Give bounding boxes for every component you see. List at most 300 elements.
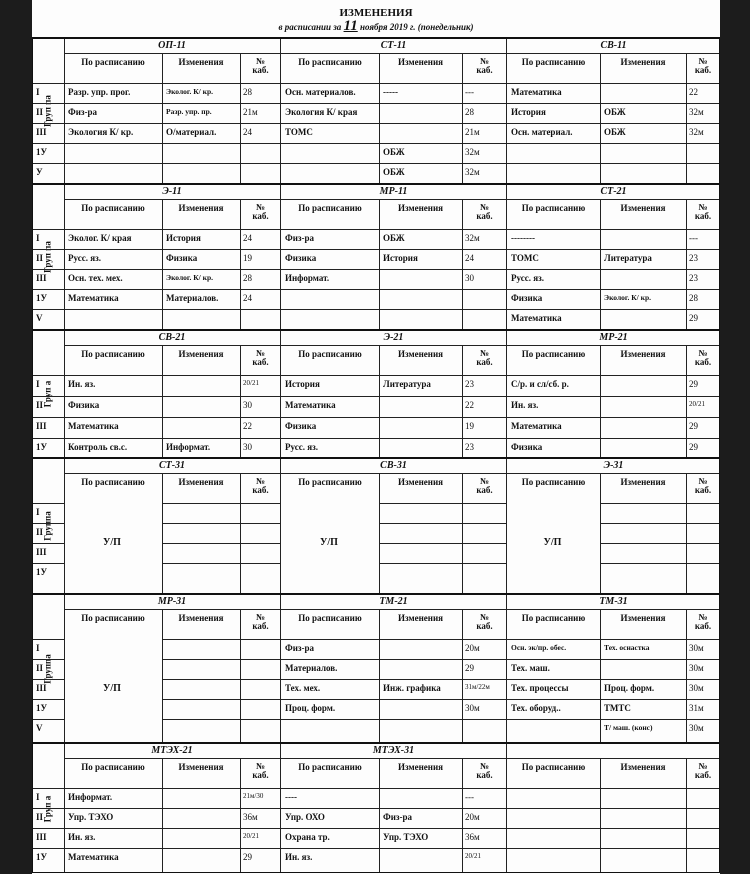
scheduled-subject xyxy=(507,723,600,739)
changed-subject xyxy=(162,379,240,396)
column-header-room xyxy=(686,201,720,231)
room-header-text: каб. xyxy=(252,621,269,631)
room-number: --- xyxy=(465,87,474,97)
row-divider xyxy=(64,808,281,809)
row-number-label: I xyxy=(36,792,40,802)
room-header-text: каб. xyxy=(252,770,269,780)
column-header-changes: Изменения xyxy=(397,203,444,213)
changed-subject xyxy=(162,663,240,679)
scheduled-subject: ТОМС xyxy=(511,253,539,263)
room-header-number-sign: № xyxy=(255,476,266,486)
row-divider xyxy=(162,679,281,680)
row-divider xyxy=(379,563,507,564)
scheduled-subject: Информат. xyxy=(68,792,113,802)
row-divider xyxy=(64,848,281,849)
room-header-text: каб. xyxy=(252,485,269,495)
changed-subject xyxy=(162,313,240,329)
row-number-label: III xyxy=(36,683,47,693)
row-divider xyxy=(32,123,64,124)
changed-subject xyxy=(162,567,240,583)
room-number: 32м xyxy=(465,167,480,177)
room-number: 28 xyxy=(243,87,252,97)
room-number xyxy=(686,527,720,543)
room-number: 31м xyxy=(689,703,704,713)
column-header-changes: Изменения xyxy=(178,349,224,359)
changed-subject: ОБЖ xyxy=(383,167,405,177)
room-number xyxy=(686,567,720,583)
changed-subject xyxy=(379,507,462,523)
room-number xyxy=(462,293,507,309)
changed-subject xyxy=(379,663,462,679)
scheduled-subject: Физика xyxy=(285,253,317,263)
changed-subject: Эколог. К/ кр. xyxy=(166,87,213,96)
row-divider xyxy=(32,828,64,829)
room-number xyxy=(240,723,281,739)
room-header-number-sign: № xyxy=(698,761,708,771)
room-number xyxy=(462,567,507,583)
changed-subject xyxy=(600,233,686,249)
column-header-room xyxy=(462,475,507,505)
schedule-block xyxy=(32,457,720,593)
scheduled-subject xyxy=(281,167,379,183)
group-name: Э-21 xyxy=(281,331,506,346)
scheduled-subject xyxy=(64,313,162,329)
row-divider xyxy=(32,143,64,144)
room-number: 30 xyxy=(243,442,252,452)
row-divider xyxy=(379,543,507,544)
document-subtitle xyxy=(32,19,720,34)
column-header-room xyxy=(462,201,507,231)
changed-subject: Упр. ТЭХО xyxy=(383,832,429,842)
changed-subject: ОБЖ xyxy=(383,147,405,157)
row-number-label: II xyxy=(36,400,44,410)
changed-subject: Эколог. К/ кр. xyxy=(166,273,213,282)
room-number: 24 xyxy=(243,293,252,303)
scheduled-subject xyxy=(281,723,379,739)
row-divider xyxy=(162,699,281,700)
room-header-number-sign: № xyxy=(255,202,266,212)
scheduled-subject: С/р. и сл/сб. р. xyxy=(511,379,569,389)
row-number-label: 1У xyxy=(36,852,48,862)
scheduled-subject: -------- xyxy=(511,233,535,243)
room-header-number-sign: № xyxy=(479,761,490,771)
column-header-changes: Изменения xyxy=(397,613,444,623)
row-divider xyxy=(32,375,64,376)
row-number-label: I xyxy=(36,643,40,653)
row-divider xyxy=(32,289,64,290)
room-number: 23 xyxy=(689,273,698,283)
row-divider xyxy=(32,103,64,104)
row-divider xyxy=(64,229,281,230)
row-divider xyxy=(281,269,507,270)
row-divider xyxy=(281,289,507,290)
scheduled-subject: Русс. яз. xyxy=(511,273,544,283)
room-number: 19 xyxy=(243,253,252,263)
row-divider xyxy=(281,828,507,829)
row-number-label: I xyxy=(36,233,40,243)
group-section xyxy=(507,595,720,742)
row-divider xyxy=(32,639,64,640)
changed-subject xyxy=(162,167,240,183)
row-divider xyxy=(32,659,64,660)
group-section xyxy=(281,39,507,183)
schedule-blocks xyxy=(32,37,720,873)
row-divider xyxy=(32,523,64,524)
row-divider xyxy=(507,848,720,849)
column-header-changes: Изменения xyxy=(620,762,666,772)
subtitle-suffix: ноября 2019 г. (понедельник) xyxy=(359,22,474,32)
scheduled-subject: Экология К/ кр. xyxy=(68,127,134,137)
scheduled-subject: ---- xyxy=(285,792,297,802)
room-number xyxy=(686,852,720,868)
changed-subject xyxy=(600,527,686,543)
changed-subject xyxy=(162,527,240,543)
room-number xyxy=(240,167,281,183)
row-divider xyxy=(281,229,507,230)
group-section xyxy=(507,331,720,457)
room-number: 30 xyxy=(465,273,474,283)
row-divider xyxy=(507,719,720,720)
group-name: МР-21 xyxy=(507,331,720,346)
group-section xyxy=(281,459,507,593)
room-number xyxy=(240,507,281,523)
room-number: --- xyxy=(689,233,698,243)
row-divider xyxy=(162,523,281,524)
changed-subject: Информат. xyxy=(166,442,211,452)
scheduled-subject: Физ-ра xyxy=(285,233,315,243)
room-number: 30м xyxy=(689,643,704,653)
column-header-scheduled: По расписанию xyxy=(298,762,362,772)
room-number: 29 xyxy=(689,442,698,452)
room-header-number-sign: № xyxy=(698,202,708,212)
schedule-block xyxy=(32,329,720,457)
row-divider xyxy=(507,679,720,680)
changed-subject: Материалов. xyxy=(166,293,219,303)
schedule-block xyxy=(32,183,720,329)
row-divider xyxy=(281,438,507,439)
group-section xyxy=(507,744,720,873)
page-border-left xyxy=(32,37,33,873)
scheduled-subject: Разр. упр. прог. xyxy=(68,87,131,97)
room-number: 30 xyxy=(243,400,252,410)
row-divider xyxy=(507,163,720,164)
changed-subject xyxy=(600,273,686,289)
row-divider xyxy=(64,828,281,829)
group-name: Э-11 xyxy=(64,185,280,200)
column-header-changes: Изменения xyxy=(620,477,666,487)
changed-subject xyxy=(600,507,686,523)
room-header-text: каб. xyxy=(476,485,493,495)
row-divider xyxy=(64,309,281,310)
changed-subject: История xyxy=(166,233,201,243)
changed-subject: Литература xyxy=(604,253,652,263)
row-number-label: I xyxy=(36,87,40,97)
room-header-number-sign: № xyxy=(479,612,490,622)
changed-subject: Эколог. К/ кр. xyxy=(604,293,651,302)
group-section xyxy=(281,185,507,329)
column-header-scheduled: По расписанию xyxy=(298,203,362,213)
room-number: 20м xyxy=(465,812,480,822)
schedule-block xyxy=(32,37,720,183)
room-number: 22 xyxy=(689,87,698,97)
room-header-number-sign: № xyxy=(698,612,708,622)
row-divider xyxy=(32,438,64,439)
row-divider xyxy=(64,83,281,84)
group-name: МТЭХ-21 xyxy=(64,744,280,759)
scheduled-subject: Проц. форм. xyxy=(285,703,336,713)
scheduled-subject: Ин. яз. xyxy=(511,400,539,410)
changed-subject xyxy=(379,527,462,543)
room-number xyxy=(462,527,507,543)
column-header-room xyxy=(462,611,507,641)
changed-subject xyxy=(162,723,240,739)
row-divider xyxy=(600,563,720,564)
row-divider xyxy=(32,309,64,310)
room-number: 31м/22м xyxy=(465,683,490,691)
row-divider xyxy=(281,143,507,144)
row-divider xyxy=(64,438,281,439)
room-number xyxy=(240,567,281,583)
changed-subject xyxy=(379,643,462,659)
changed-subject: ОБЖ xyxy=(383,233,405,243)
room-header-number-sign: № xyxy=(255,56,266,66)
column-header-scheduled: По расписанию xyxy=(521,613,586,623)
changed-subject: ----- xyxy=(383,87,398,97)
room-number: --- xyxy=(465,792,474,802)
room-number: 23 xyxy=(689,253,698,263)
scheduled-subject: Русс. яз. xyxy=(68,253,101,263)
column-header-room xyxy=(686,611,720,641)
column-header-scheduled: По расписанию xyxy=(81,203,145,213)
room-header-text: каб. xyxy=(694,357,712,367)
room-header-number-sign: № xyxy=(698,56,708,66)
column-header-scheduled: По расписанию xyxy=(521,477,586,487)
row-divider xyxy=(507,417,720,418)
scheduled-subject: Осн. материалов. xyxy=(285,87,356,97)
column-header-room xyxy=(240,55,281,85)
column-header-scheduled: По расписанию xyxy=(298,349,362,359)
changed-subject xyxy=(600,87,686,103)
row-number-label: I xyxy=(36,379,40,389)
column-header-room xyxy=(240,201,281,231)
row-divider xyxy=(32,788,64,789)
changed-subject xyxy=(600,147,686,163)
row-divider xyxy=(64,103,281,104)
group-section xyxy=(64,744,281,873)
scheduled-subject xyxy=(507,812,600,828)
row-divider xyxy=(281,163,507,164)
changed-subject xyxy=(600,567,686,583)
group-name: ТМ-31 xyxy=(507,595,720,610)
scheduled-subject: Осн. эк/пр. обес. xyxy=(511,643,567,652)
scheduled-subject: Контроль св.с. xyxy=(68,442,128,452)
row-divider xyxy=(507,249,720,250)
room-header-text: каб. xyxy=(694,485,712,495)
column-header-changes: Изменения xyxy=(620,349,666,359)
room-header-text: каб. xyxy=(252,65,269,75)
group-section xyxy=(281,744,507,873)
changed-subject xyxy=(162,421,240,438)
row-divider xyxy=(32,699,64,700)
room-header-number-sign: № xyxy=(479,202,490,212)
row-divider xyxy=(507,659,720,660)
row-divider xyxy=(507,828,720,829)
practice-label: У/П xyxy=(543,537,562,548)
group-name: СТ-21 xyxy=(507,185,720,200)
row-divider xyxy=(507,639,720,640)
room-header-number-sign: № xyxy=(255,761,266,771)
row-number-label: 1У xyxy=(36,567,48,577)
group-section xyxy=(64,331,281,457)
practice-label: У/П xyxy=(320,537,338,548)
scheduled-subject: Физика xyxy=(511,442,543,452)
row-number-label: I xyxy=(36,507,40,517)
room-header-text: каб. xyxy=(252,357,269,367)
column-header-changes: Изменения xyxy=(397,762,444,772)
room-number: 23 xyxy=(465,442,474,452)
group-name: Э-31 xyxy=(507,459,720,474)
column-header-scheduled: По расписанию xyxy=(81,762,145,772)
scheduled-subject xyxy=(281,147,379,163)
changed-subject xyxy=(379,792,462,808)
row-divider xyxy=(281,848,507,849)
row-divider xyxy=(281,396,507,397)
scheduled-subject: Охрана тр. xyxy=(285,832,330,842)
scheduled-subject: История xyxy=(285,379,320,389)
changed-subject xyxy=(600,663,686,679)
changed-subject xyxy=(379,547,462,563)
row-number-label: III xyxy=(36,127,47,137)
room-number xyxy=(686,167,720,183)
room-number xyxy=(240,643,281,659)
room-number xyxy=(240,703,281,719)
room-number: 30м xyxy=(465,703,480,713)
row-divider xyxy=(507,83,720,84)
row-divider xyxy=(162,659,281,660)
row-divider xyxy=(281,309,507,310)
scheduled-subject xyxy=(507,147,600,163)
column-header-scheduled: По расписанию xyxy=(81,613,145,623)
row-number-label: 1У xyxy=(36,442,48,452)
row-divider xyxy=(64,289,281,290)
group-name: МТЭХ-31 xyxy=(281,744,506,759)
scheduled-subject: Тех. мех. xyxy=(285,683,321,693)
scheduled-subject: ТОМС xyxy=(285,127,313,137)
changed-subject: История xyxy=(383,253,418,263)
room-number: 24 xyxy=(243,127,252,137)
scheduled-subject: Тех. процессы xyxy=(511,683,569,693)
row-divider xyxy=(507,808,720,809)
column-header-scheduled: По расписанию xyxy=(521,203,586,213)
room-number xyxy=(462,507,507,523)
row-number-label: II xyxy=(36,663,44,673)
schedule-block xyxy=(32,742,720,873)
room-header-number-sign: № xyxy=(698,348,708,358)
row-divider xyxy=(281,659,507,660)
group-name: СВ-21 xyxy=(64,331,280,346)
room-number: 28 xyxy=(689,293,698,303)
row-divider xyxy=(281,699,507,700)
room-number: 20/21 xyxy=(243,379,259,387)
page-border-right xyxy=(719,37,720,873)
room-number: 22 xyxy=(243,421,252,431)
changed-subject xyxy=(600,812,686,828)
column-header-changes: Изменения xyxy=(397,477,444,487)
changed-subject xyxy=(600,792,686,808)
room-number: 29 xyxy=(465,663,474,673)
scheduled-subject xyxy=(64,147,162,163)
changed-subject: Литература xyxy=(383,379,431,389)
subtitle-day: 11 xyxy=(343,18,358,34)
row-divider xyxy=(32,543,64,544)
changed-subject xyxy=(379,723,462,739)
row-number-label: II xyxy=(36,107,44,117)
row-divider xyxy=(32,269,64,270)
changed-subject: Проц. форм. xyxy=(604,683,655,693)
group-name: СТ-11 xyxy=(281,39,506,54)
row-divider xyxy=(600,543,720,544)
room-number: 32м xyxy=(465,147,480,157)
row-divider xyxy=(507,396,720,397)
room-number xyxy=(240,663,281,679)
group-name xyxy=(507,744,720,759)
scheduled-subject: Математика xyxy=(285,400,336,410)
group-name: СВ-31 xyxy=(281,459,506,474)
scheduled-subject xyxy=(507,167,600,183)
group-name: ОП-11 xyxy=(64,39,280,54)
row-number-label: 1У xyxy=(36,147,48,157)
row-divider xyxy=(600,523,720,524)
scheduled-subject: Математика xyxy=(511,87,562,97)
column-header-room xyxy=(240,475,281,505)
changed-subject: ОБЖ xyxy=(604,107,626,117)
room-number: 29 xyxy=(689,379,698,389)
room-number: 32м xyxy=(465,233,480,243)
room-header-text: каб. xyxy=(694,65,712,75)
room-number: 28 xyxy=(243,273,252,283)
room-number: 23 xyxy=(465,379,474,389)
room-number: 29 xyxy=(689,313,698,323)
changed-subject xyxy=(379,107,462,123)
scheduled-subject xyxy=(64,167,162,183)
changed-subject xyxy=(162,507,240,523)
group-name: МР-31 xyxy=(64,595,280,610)
scheduled-subject: Тех. оборуд.. xyxy=(511,703,561,713)
room-number: 32м xyxy=(689,127,704,137)
changed-subject xyxy=(600,379,686,396)
scheduled-subject: Математика xyxy=(68,293,119,303)
scheduled-subject xyxy=(507,792,600,808)
row-number-label: III xyxy=(36,421,47,431)
room-number: 36м xyxy=(465,832,480,842)
schedule-document xyxy=(32,0,720,874)
row-number-label: II xyxy=(36,527,44,537)
scheduled-subject: Физ-ра xyxy=(68,107,98,117)
column-header-scheduled: По расписанию xyxy=(81,57,145,67)
changed-subject xyxy=(162,547,240,563)
changed-subject: Тех. оснастка xyxy=(604,643,650,652)
group-section xyxy=(64,459,281,593)
room-header-text: каб. xyxy=(694,621,712,631)
row-divider xyxy=(281,788,507,789)
room-number xyxy=(686,812,720,828)
row-divider xyxy=(281,808,507,809)
column-header-changes: Изменения xyxy=(620,203,666,213)
changed-subject: Инж. графика xyxy=(383,683,441,693)
room-header-text: каб. xyxy=(252,211,269,221)
row-divider xyxy=(32,679,64,680)
changed-subject xyxy=(379,852,462,868)
